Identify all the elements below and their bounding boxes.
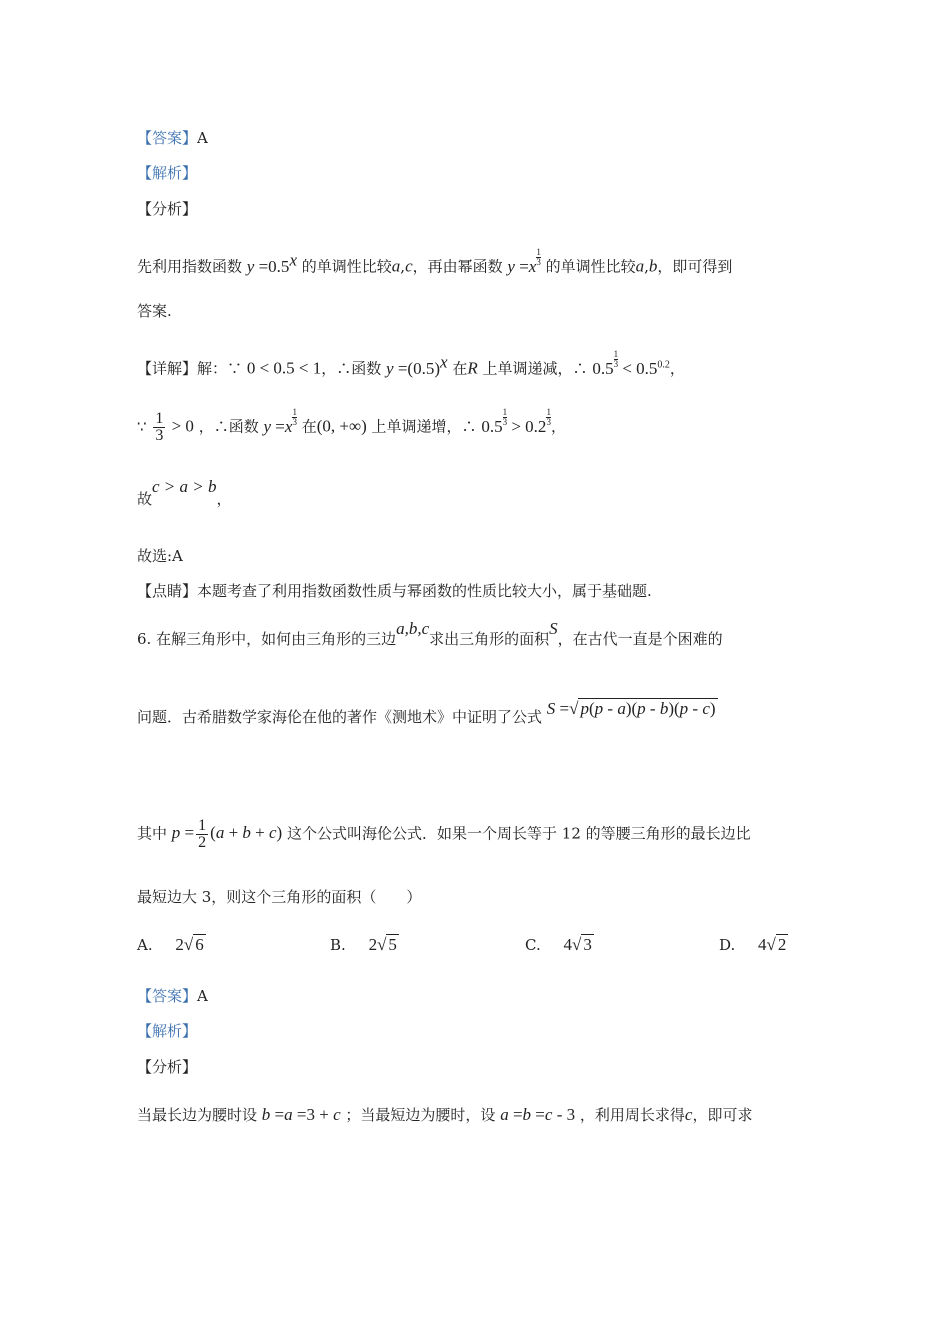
xiangjie-label: 【详解】 xyxy=(137,359,198,378)
q6-jiexi-label: 【解析】 xyxy=(137,1022,198,1040)
q6-stem-line2: 问题．古希腊数学家海伦在他的著作《测地术》中证明了公式 S =√ p(p - a)(p - b)(p - c) xyxy=(137,699,716,726)
q5-fenxi-label: 【分析】 xyxy=(137,200,198,218)
answer-label: 【答案】 xyxy=(137,129,198,147)
formula-R: R xyxy=(467,358,478,378)
formula-cab: c > a > b xyxy=(152,477,217,496)
q5-fenxi-line1: 先利用指数函数 $y =0.5^x$ 的单调性比较a,c，再由幂函数 y =x $\frac{1}{3}$ 的单调性比较a,b，即可得到 xyxy=(137,247,733,276)
formula-interval: (0, +∞) xyxy=(316,416,367,436)
option-b[interactable]: B. 2√ 5 xyxy=(330,935,397,954)
formula-ineq1: 0 < 0.5 < 1 xyxy=(246,358,322,378)
formula-compare2: 0.5 $\frac{1}{3}$ > 0.2 $\frac{1}{3}$ xyxy=(481,407,551,436)
q6-stem-line1: 6. 在解三角形中，如何由三角形的三边a,b,c求出三角形的面积S，在古代一直是个困难的 xyxy=(137,619,723,648)
formula-heron: S =√ p(p - a)(p - b)(p - c) xyxy=(546,699,716,718)
q6-fenxi-label: 【分析】 xyxy=(137,1058,198,1076)
q6-stem-line3: 其中 p = $\frac{1}{2}$ (a + b + c) 这个公式叫海伦公式．如果一个周长等于 12 的等腰三角形的最长边比 xyxy=(137,817,751,851)
formula-compare1: 0.5 $\frac{1}{3}$ < $0.5^{0.2}$ xyxy=(592,349,670,378)
q5-answer-line xyxy=(137,127,208,149)
formula-power-func: y =x $\frac{1}{3}$ xyxy=(507,247,541,276)
formula-p-half: p = $\frac{1}{2}$ (a + b + c) xyxy=(171,817,283,851)
q5-dianjing: 【点睛】本题考查了利用指数函数性质与幂函数的性质比较大小，属于基础题. xyxy=(137,582,652,600)
formula-b-eq-a: b =a =3 + c xyxy=(261,1105,341,1124)
answer-value: A xyxy=(197,129,208,147)
q5-xiangjie-line2: ∵ $\frac{1}{3}$ > 0 ，∴函数 y =x $\frac{1}{3}$ 在(0, +∞) 上单调递增，∴ 0.5 $\frac{1}{3}$ > 0.2 $\frac{1}{3}$ ， xyxy=(137,407,566,445)
formula-abc: a,b,c xyxy=(396,619,430,638)
q5-conclusion: 故c > a > b， xyxy=(137,477,232,508)
q5-xiangjie-line1: 【详解】解：∵ 0 < 0.5 < 1，∴函数 $y =(0.5)^x$ 在R 上单调递减，∴ 0.5 $\frac{1}{3}$ < $0.5^{0.2}$， xyxy=(137,349,685,378)
formula-ac: a xyxy=(391,256,401,276)
q6-fenxi-line1: 当最长边为腰时设 b =a =3 + c ；当最短边为腰时，设 a =b =c - 3 ，利用周长求得c，即可求 xyxy=(137,1105,753,1124)
formula-power-func2: y =x $\frac{1}{3}$ xyxy=(263,407,297,436)
q5-jiexi-label: 【解析】 xyxy=(137,164,198,182)
formula-a-eq-b: a =b =c - 3 xyxy=(500,1105,576,1124)
formula-c: c xyxy=(684,1105,693,1124)
formula-exp-func: $y =0.5^x$ xyxy=(246,250,297,276)
option-c[interactable]: C. 4√ 3 xyxy=(525,935,592,954)
formula-ab: a xyxy=(635,256,645,276)
q6-answer-line: 【答案】A xyxy=(137,987,208,1005)
q6-stem-line4: 最短边大 3，则这个三角形的面积（ ） xyxy=(137,888,422,906)
formula-one-third: $\frac{1}{3}$ xyxy=(155,410,164,445)
option-d[interactable]: D. 4√ 2 xyxy=(719,935,787,954)
q5-guxuan: 故选:A xyxy=(137,547,183,565)
formula-S: S xyxy=(549,619,558,638)
q5-fenxi-line2: 答案. xyxy=(137,302,172,320)
option-a[interactable]: A. 2√ 6 xyxy=(137,935,204,954)
formula-exp05: $y =(0.5)^x$ xyxy=(386,352,448,378)
